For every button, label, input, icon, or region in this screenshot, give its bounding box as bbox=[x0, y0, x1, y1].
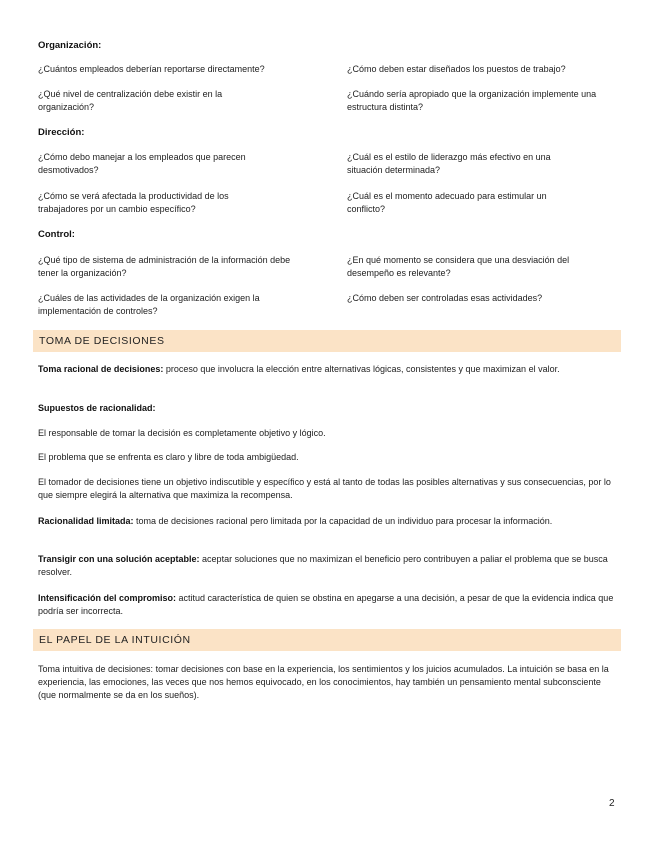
question-dir-3: ¿Cómo se verá afectada la productividad de los trabajadores por un cambio específico? bbox=[38, 191, 229, 214]
definition-toma-racional bbox=[38, 363, 618, 376]
question-ctl-2: ¿En qué momento se considera que una desviación del desempeño es relevante? bbox=[347, 255, 570, 278]
heading-supuestos: Supuestos de racionalidad: bbox=[38, 403, 156, 413]
def-toma-racional: proceso que involucra la elección entre alternativas lógicas, consistentes y que maximizan el valor. bbox=[163, 364, 560, 374]
term-racionalidad-limitada: Racionalidad limitada: bbox=[38, 516, 134, 526]
heading-organizacion: Organización: bbox=[38, 40, 102, 51]
definition-transigir bbox=[38, 553, 618, 579]
question-ctl-1: ¿Qué tipo de sistema de administración de la información debe tener la organización? bbox=[38, 255, 291, 278]
question-ctl-3: ¿Cuáles de las actividades de la organización exigen la implementación de controles? bbox=[38, 293, 260, 316]
term-transigir: Transigir con una solución aceptable: bbox=[38, 554, 200, 564]
heading-control: Control: bbox=[38, 229, 75, 240]
term-toma-racional: Toma racional de decisiones: bbox=[38, 364, 164, 374]
def-transigir: aceptar soluciones que no maximizan el beneficio pero contribuyen a paliar el problema que se busca resolver. bbox=[38, 554, 608, 577]
heading-direccion: Dirección: bbox=[38, 127, 85, 138]
question-dir-1: ¿Cómo debo manejar a los empleados que parecen desmotivados? bbox=[38, 152, 246, 175]
def-racionalidad-limitada: toma de decisiones racional pero limitada por la capacidad de un individuo para procesar la información. bbox=[133, 516, 553, 526]
question-dir-4: ¿Cuál es el momento adecuado para estimular un conflicto? bbox=[347, 191, 547, 214]
section-title-intuicion: EL PAPEL DE LA INTUICIÓN bbox=[39, 634, 191, 646]
def-intensificacion: actitud característica de quien se obstina en apegarse a una decisión, a pesar de que la evidencia indica que podría ser incorrecta. bbox=[38, 593, 614, 616]
question-org-2: ¿Cómo deben estar diseñados los puestos de trabajo? bbox=[347, 64, 566, 74]
supuesto-1: El responsable de tomar la decisión es completamente objetivo y lógico. bbox=[38, 428, 326, 438]
question-org-1: ¿Cuántos empleados deberían reportarse directamente? bbox=[38, 64, 265, 74]
question-dir-2: ¿Cuál es el estilo de liderazgo más efectivo en una situación determinada? bbox=[347, 152, 551, 175]
term-intensificacion: Intensificación del compromiso: bbox=[38, 593, 177, 603]
section-title-toma-de-decisiones: TOMA DE DECISIONES bbox=[39, 335, 165, 347]
page-number: 2 bbox=[609, 798, 615, 809]
definition-racionalidad-limitada bbox=[38, 515, 618, 528]
section-band-toma-de-decisiones bbox=[33, 330, 621, 352]
question-org-3: ¿Qué nivel de centralización debe existir en la organización? bbox=[38, 89, 223, 112]
question-ctl-4: ¿Cómo deben ser controladas esas actividades? bbox=[347, 293, 543, 303]
question-org-4: ¿Cuándo sería apropiado que la organización implemente una estructura distinta? bbox=[347, 89, 597, 112]
section-band-intuicion bbox=[33, 629, 621, 651]
supuesto-2: El problema que se enfrenta es claro y libre de toda ambigüedad. bbox=[38, 452, 299, 462]
definition-intensificacion bbox=[38, 592, 618, 618]
supuesto-3: El tomador de decisiones tiene un objetivo indiscutible y específico y está al tanto de todas las posibles alternativas y sus consecuencias, por lo que siempre elegirá la alternativa que maximiza la recompensa. bbox=[38, 477, 611, 500]
paragraph-intuicion: Toma intuitiva de decisiones: tomar decisiones con base en la experiencia, los sentimientos y los juicios acumulados. La intuición se basa en la experiencia, las emociones, las veces que nos hemos equivocado, en los conocimientos, hay también un pensamiento mental subconsciente (que normalmente se da en los sueños). bbox=[38, 664, 609, 700]
